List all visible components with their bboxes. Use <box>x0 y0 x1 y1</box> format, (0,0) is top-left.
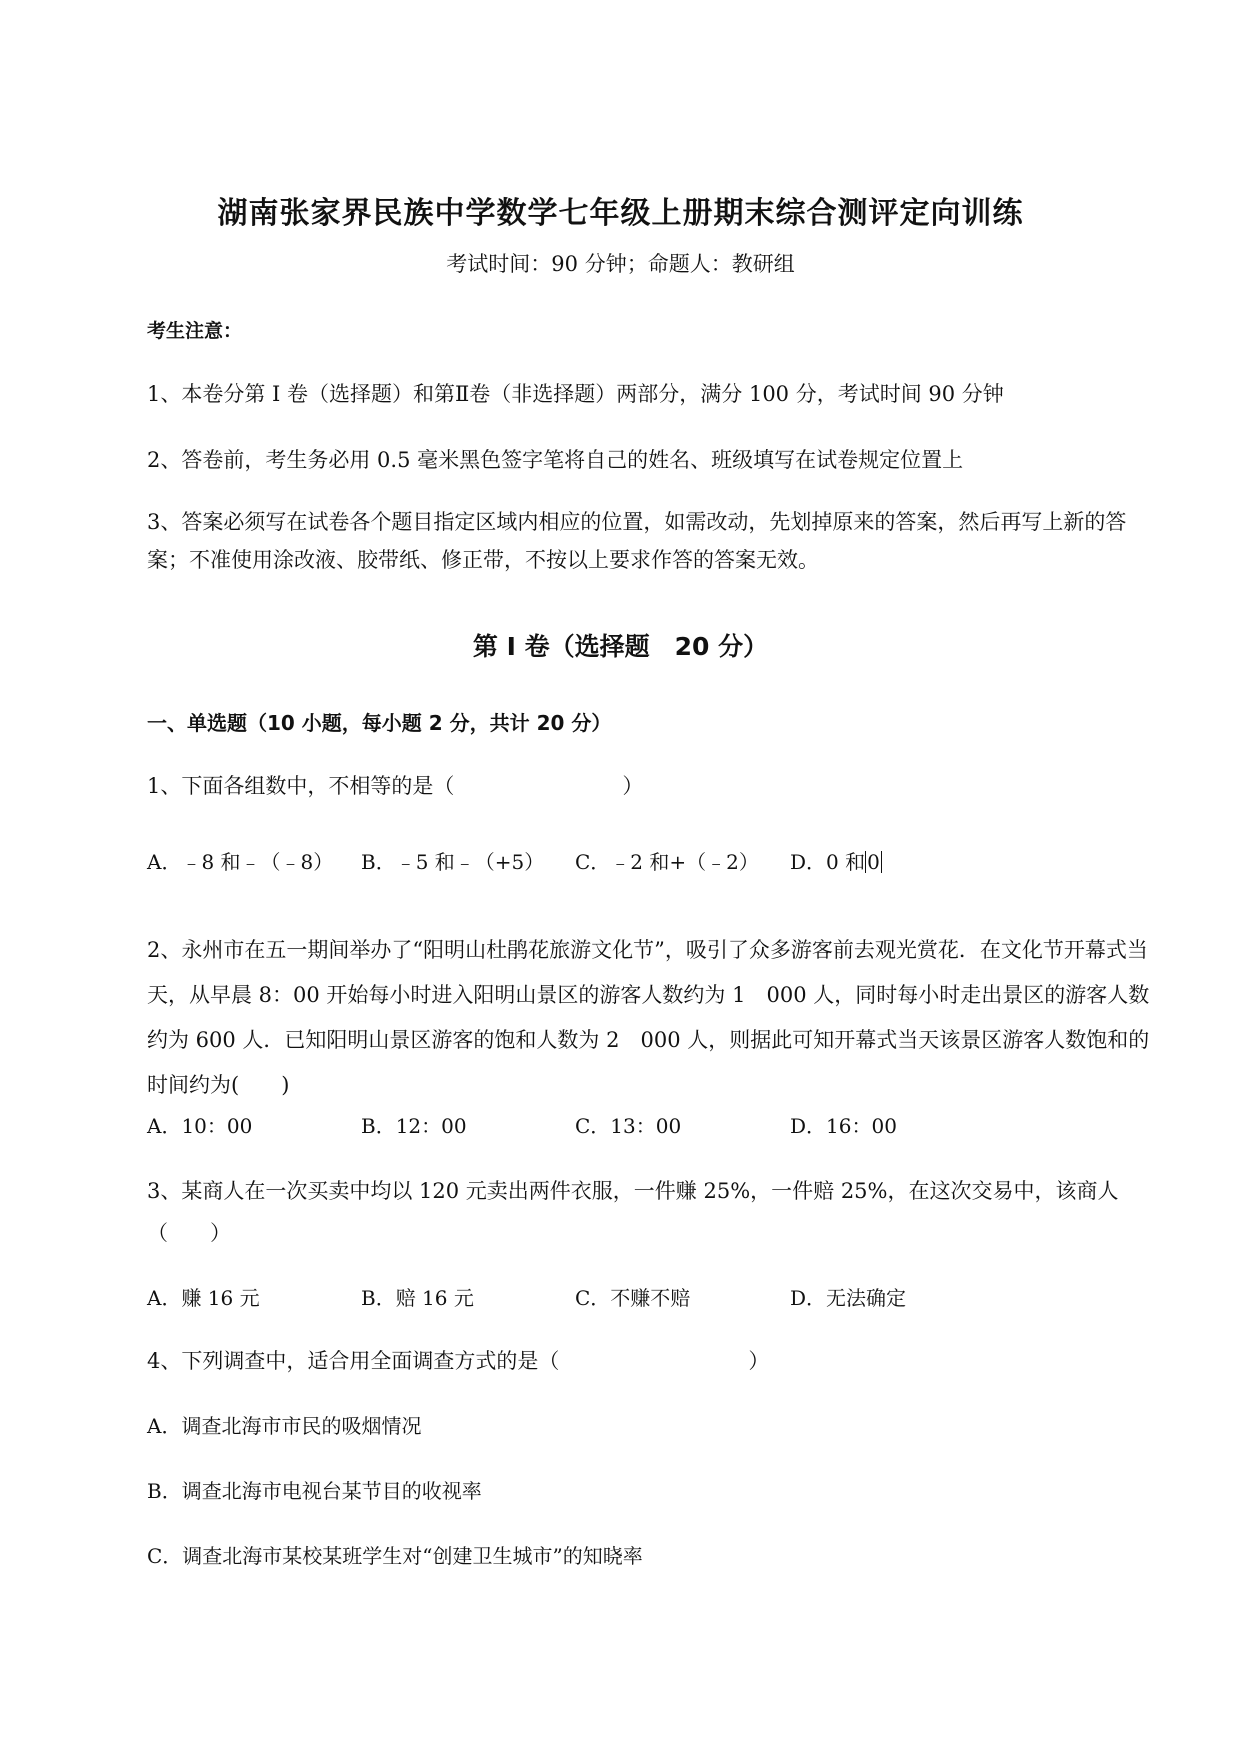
section-heading: 第 I 卷（选择题 20 分） <box>472 632 769 661</box>
option-d-text: D．0 和 <box>790 850 866 874</box>
option-a: A．﹣8 和﹣（﹣8） <box>147 850 334 874</box>
absolute-value-expression: 0 <box>867 850 880 874</box>
page-title: 湖南张家界民族中学数学七年级上册期末综合测评定向训练 <box>217 196 1024 231</box>
option-b: B．12：00 <box>361 1114 467 1138</box>
question-type-heading: 一、单选题（10 小题，每小题 2 分，共计 20 分） <box>147 711 612 735</box>
option-d: D．16：00 <box>790 1114 897 1138</box>
option-b: B．﹣5 和﹣（+5） <box>361 850 545 874</box>
option-b: B．调查北海市电视台某节目的收视率 <box>147 1479 482 1503</box>
option-d: D．无法确定 <box>790 1286 907 1310</box>
option-c: C．13：00 <box>575 1114 682 1138</box>
notice-item: 3、答案必须写在试卷各个题目指定区域内相应的位置，如需改动，先划掉原来的答案，然后再写上新的答案；不准使用涂改液、胶带纸、修正带，不按以上要求作答的答案无效。 <box>147 510 1127 572</box>
option-b: B．赔 16 元 <box>361 1286 474 1310</box>
option-d <box>790 846 882 875</box>
question-stem: 2、永州市在五一期间举办了“阳明山杜鹃花旅游文化节”，吸引了众多游客前去观光赏花．在文化节开幕式当天，从早晨 8：00 开始每小时进入阳明山景区的游客人数约为 1 000 人，同时每小时走出景区的游客人数约为 600 人．已知阳明山景区游客的饱和人数为 2 000 人，则据此可知开幕式当天该景区游客人数饱和的时间约为( ) <box>147 938 1150 1097</box>
notice-item: 1、本卷分第 I 卷（选择题）和第Ⅱ卷（非选择题）两部分，满分 100 分，考试时间 90 分钟 <box>147 382 1004 406</box>
option-a: A．赚 16 元 <box>147 1286 260 1310</box>
exam-info: 考试时间：90 分钟；命题人：教研组 <box>446 252 795 276</box>
option-a: A．10：00 <box>147 1114 253 1138</box>
question-stem: 3、某商人在一次买卖中均以 120 元卖出两件衣服，一件赚 25%，一件赔 25%，在这次交易中，该商人（ ） <box>147 1179 1119 1245</box>
option-c: C．调查北海市某校某班学生对“创建卫生城市”的知晓率 <box>147 1544 643 1568</box>
notice-item: 2、答卷前，考生务必用 0.5 毫米黑色签字笔将自己的姓名、班级填写在试卷规定位置上 <box>147 448 964 472</box>
option-a: A．调查北海市市民的吸烟情况 <box>147 1414 422 1438</box>
option-c: C．﹣2 和+（﹣2） <box>575 850 759 874</box>
option-c: C．不赚不赔 <box>575 1286 691 1310</box>
question-stem: 4、下列调查中，适合用全面调查方式的是（ ） <box>147 1349 770 1373</box>
question-stem: 1、下面各组数中，不相等的是（ ） <box>147 774 644 798</box>
notice-heading: 考生注意： <box>147 320 243 342</box>
